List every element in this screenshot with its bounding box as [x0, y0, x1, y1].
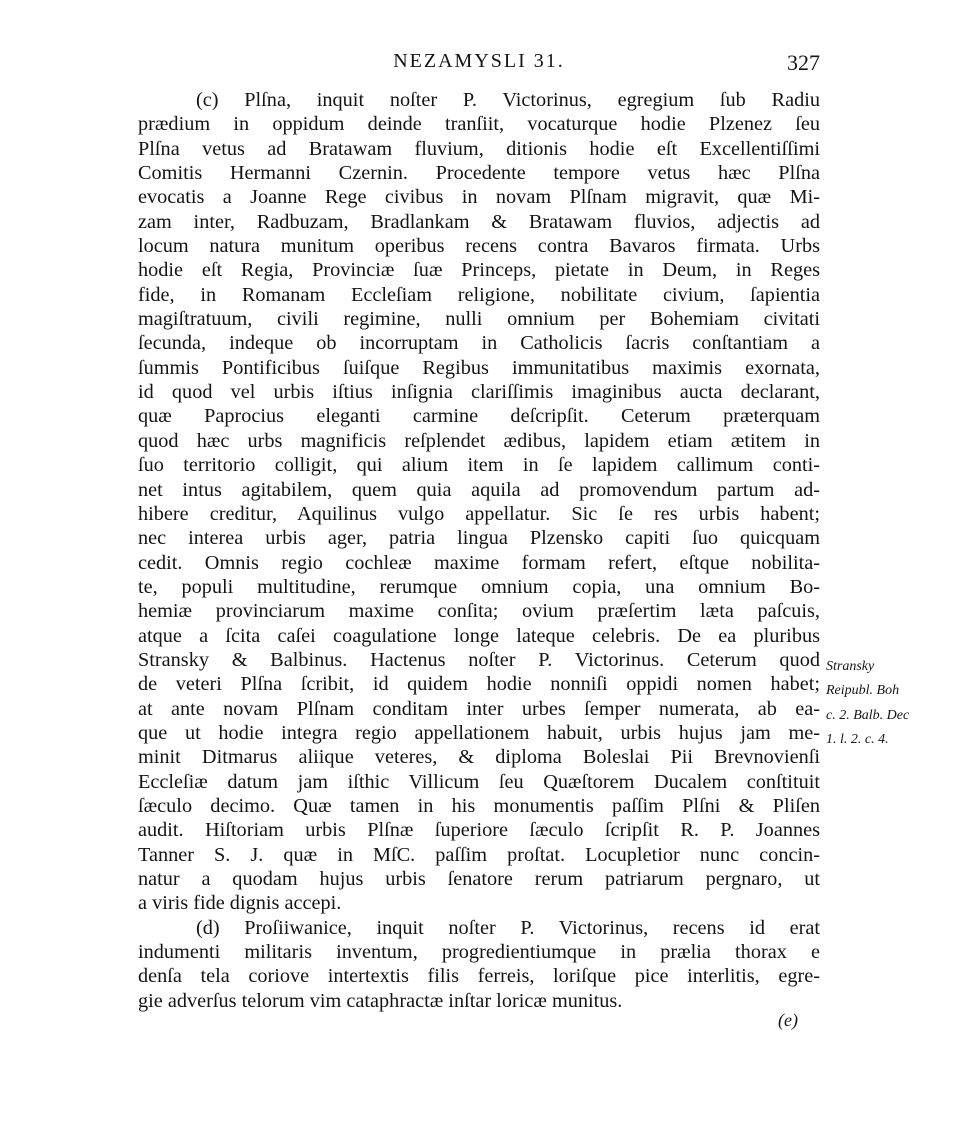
text-line: ſecunda, indeque ob incorruptam in Catholicis ſacris conſtantiam a [138, 332, 820, 355]
text-line: locum natura munitum operibus recens contra Bavaros firmata. Urbs [138, 235, 820, 258]
margin-note-line: Stransky [826, 659, 875, 674]
text-line: magiſtratuum, civili regimine, nulli omnium per Bohemiam civitati [138, 308, 820, 331]
paragraph-c [138, 88, 820, 916]
margin-note-line: Reipubl. Boh [826, 683, 900, 699]
text-line: gie adverſus telorum vim cataphractæ inſtar loricæ munitus. [138, 989, 623, 1012]
margin-note-line: 1. l. 2. c. 4. [826, 732, 889, 748]
text-line: atque a ſcita caſei coagulatione longe lateque celebris. De ea pluribus [138, 624, 820, 647]
text-line: cedit. Omnis regio cochleæ maxime formam refert, eſtque nobilita- [138, 551, 820, 574]
text-line: hibere creditur, Aquilinus vulgo appellatur. Sic ſe res urbis habent; [138, 502, 820, 525]
text-line: denſa tela coriove intertextis filis ferreis, loriſque pice interlitis, egre- [138, 965, 820, 988]
catchword: (e) [778, 1010, 798, 1030]
text-line: zam inter, Radbuzam, Bradlankam & Bratawam fluvios, adjectis ad [138, 210, 820, 233]
text-line: que ut hodie integra regio appellationem habuit, urbis hujus jam me- [138, 721, 820, 744]
text-line: prædium in oppidum deinde tranſiit, vocaturque hodie Plzenez ſeu [138, 113, 820, 136]
text-line: minit Ditmarus aliique veteres, & diploma Boleslai Pii Brevnovienſi [138, 746, 820, 769]
text-line: Stransky & Balbinus. Hactenus noſter P. Victorinus. Ceterum quod [138, 648, 820, 671]
text-line: Comitis Hermanni Czernin. Procedente tempore vetus hæc Plſna [138, 162, 820, 185]
paragraph-d [138, 916, 820, 1013]
page-header [138, 50, 820, 86]
text-line: hodie eſt Regia, Provinciæ ſuæ Princeps, pietate in Deum, in Reges [138, 259, 820, 282]
text-line: Eccleſiæ datum jam iſthic Villicum ſeu Quæſtorem Ducalem conſtituit [138, 770, 820, 793]
text-line: ſuo territorio colligit, qui alium item in ſe lapidem callimum conti- [138, 454, 820, 477]
text-line: Tanner S. J. quæ in MſC. paſſim proſtat. Locupletior nunc concin- [138, 843, 820, 866]
text-line: te, populi multitudine, rerumque omnium copia, una omnium Bo- [138, 575, 820, 598]
text-line: nec interea urbis ager, patria lingua Plzensko capiti ſuo quicquam [138, 527, 820, 550]
text-line: audit. Hiſtoriam urbis Plſnæ ſuperiore ſæculo ſcripſit R. P. Joannes [138, 819, 820, 842]
text-line: net intus agitabilem, quem quia aquila ad promovendum partum ad- [138, 478, 820, 501]
text-line: evocatis a Joanne Rege civibus in novam Plſnam migravit, quæ Mi- [138, 186, 820, 209]
text-line: ſummis Pontificibus ſuiſque Regibus immunitatibus maximis exornata, [138, 356, 820, 379]
text-line: indumenti militaris inventum, progredientiumque in prælia thorax e [138, 941, 820, 964]
text-line: (c) Plſna, inquit noſter P. Victorinus, egregium ſub Radiu [196, 89, 820, 111]
text-line: quæ Paprocius eleganti carmine deſcripſit. Ceterum præterquam [138, 405, 820, 428]
text-line: fide, in Romanam Eccleſiam religione, nobilitate civium, ſapientia [138, 283, 820, 306]
margin-note-line: c. 2. Balb. Dec [826, 707, 910, 723]
text-line: a viris fide dignis accepi. [138, 892, 342, 915]
page-number: 327 [787, 50, 820, 75]
text-line: ſæculo decimo. Quæ tamen in his monumentis paſſim Plſni & Pliſen [138, 794, 820, 817]
text-line: id quod vel urbis iſtius inſignia clariſſimis imaginibus aucta declarant, [138, 381, 820, 404]
text-line: hemiæ provinciarum maxime conſita; ovium præſertim læta paſcuis, [138, 600, 820, 623]
text-line: (d) Proſiiwanice, inquit noſter P. Victorinus, recens id erat [196, 916, 820, 939]
margin-note [826, 655, 956, 752]
text-line: quod hæc urbs magnificis reſplendet ædibus, lapidem etiam ætitem in [138, 429, 820, 452]
text-line: at ante novam Plſnam conditam inter urbes ſemper numerata, ab ea- [138, 697, 820, 720]
main-text [138, 88, 820, 1013]
text-line: de veteri Plſna ſcribit, id quidem hodie nonniſi oppidi nomen habet; [138, 673, 820, 696]
running-title: NEZAMYSLI 31. [393, 50, 565, 72]
text-line: Plſna vetus ad Bratawam fluvium, ditionis hodie eſt Excellentiſſimi [138, 137, 820, 160]
text-line: natur a quodam hujus urbis ſenatore rerum patriarum pergnaro, ut [138, 868, 820, 890]
